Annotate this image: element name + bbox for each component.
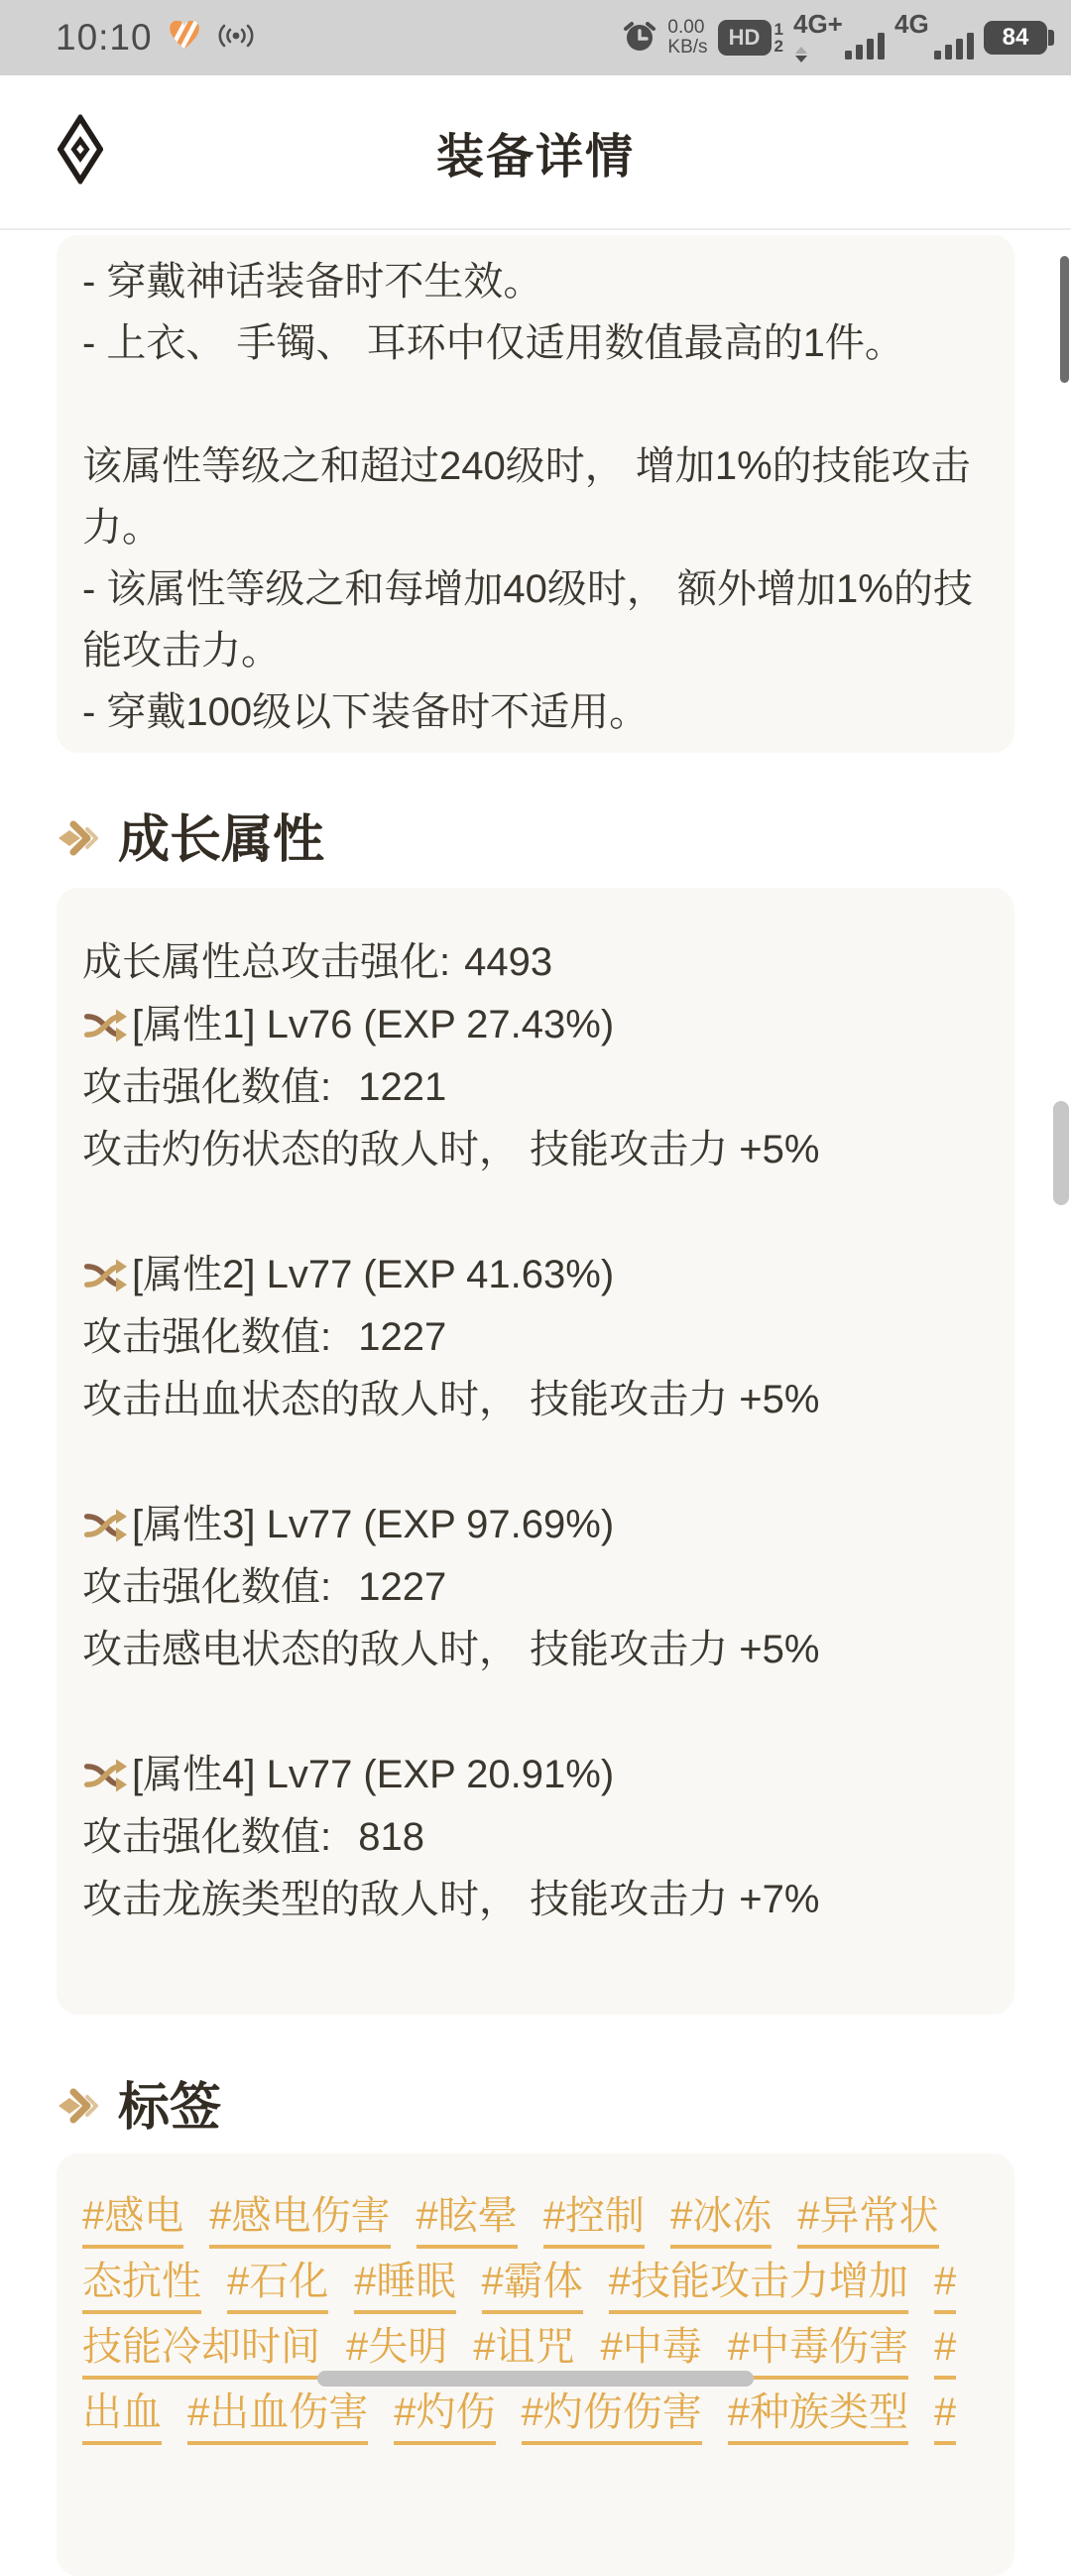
hd-volte-icon: HD 1 2 [718,20,783,56]
signal-bars-icon [934,32,974,64]
network-type-label: 4G [894,9,929,39]
striped-heart-icon [169,21,200,56]
tag-link[interactable]: #眩晕 [416,2195,518,2249]
attribute-header [82,1494,991,1556]
tag-link[interactable]: #冰冻 [670,2195,772,2249]
section-title: 成长属性 [118,811,325,869]
tag-link[interactable]: #石化 [227,2261,328,2314]
battery-percent: 84 [1002,24,1029,51]
tag-link[interactable]: #种族类型 [728,2392,908,2445]
growth-total-line [82,931,991,994]
attribute-header [82,1244,991,1306]
attribute-block [82,1494,991,1681]
network-type-label: 4G+ [793,9,843,39]
signal-secondary [894,9,974,66]
notice-line [82,374,991,435]
sim1-label: 1 [774,20,783,39]
equipment-notice-card [57,235,1014,753]
attribute-header [82,1744,991,1806]
hotspot-icon [216,22,256,55]
notice-line: - 上衣、 手镯、 耳环中仅适用数值最高的1件。 [82,321,904,365]
shuffle-arrows-icon [82,1254,128,1297]
tag-link[interactable]: #中毒 [601,2326,702,2380]
growth-total-value: 4493 [464,940,553,984]
tag-line [82,2392,991,2445]
status-bar-right [622,9,1055,66]
attribute-title: [属性2] Lv77 (EXP 41.63%) [132,1253,615,1296]
app-logo-diamond-icon[interactable] [58,115,103,189]
tag-line [82,2195,991,2249]
network-speed-unit: KB/s [667,37,708,58]
tag-link[interactable]: #失明 [346,2326,447,2380]
network-speed-value: 0.00 [667,17,705,38]
tags-card [57,2153,1014,2576]
tag-link[interactable]: #异常状 [797,2195,938,2249]
status-bar [0,0,1071,75]
alarm-clock-icon [622,18,657,59]
attribute-value-line [82,1806,991,1869]
tag-link[interactable]: # [934,2392,956,2445]
growth-section-heading [57,810,1014,870]
attribute-title: [属性4] Lv77 (EXP 20.91%) [132,1753,615,1796]
notice-line: - 穿戴神话装备时不生效。 [82,260,543,304]
tag-link[interactable]: #灼伤伤害 [522,2392,702,2445]
section-title: 标签 [118,2079,222,2137]
tag-link[interactable]: #感电伤害 [209,2195,390,2249]
shuffle-arrows-icon [82,1504,128,1547]
attribute-value-label: 攻击强化数值: [82,1565,332,1609]
growth-total-label: 成长属性总攻击强化: [82,940,451,984]
attribute-title: [属性3] Lv77 (EXP 97.69%) [132,1503,615,1546]
growth-attributes-card [57,888,1014,2015]
attribute-effect: 攻击感电状态的敌人时， 技能攻击力 +5% [82,1628,820,1671]
tag-link[interactable]: 态抗性 [82,2261,201,2314]
attribute-value-line [82,1306,991,1369]
tag-link[interactable]: #霸体 [482,2261,583,2314]
tag-link[interactable]: #出血伤害 [187,2392,368,2445]
page-content [0,235,1071,2576]
attribute-value-label: 攻击强化数值: [82,1815,332,1859]
clock-time: 10:10 [56,17,153,58]
tag-link[interactable]: #中毒伤害 [728,2326,908,2380]
shuffle-arrows-icon [82,1754,128,1797]
attribute-block [82,994,991,1181]
page-title: 装备详情 [435,130,635,184]
tag-link[interactable]: # [934,2326,956,2380]
tag-link[interactable]: #灼伤 [394,2392,495,2445]
tags-section-heading [57,2078,1014,2138]
attribute-list [82,994,991,1931]
attribute-block [82,1244,991,1431]
tag-link[interactable]: #技能攻击力增加 [609,2261,908,2314]
attribute-value: 818 [358,1815,424,1859]
network-speed [667,18,707,58]
attribute-effect: 攻击出血状态的敌人时， 技能攻击力 +5% [82,1378,820,1421]
tag-link[interactable]: #感电 [82,2195,183,2249]
gold-arrow-icon [57,2085,102,2132]
tag-link[interactable]: #诅咒 [473,2326,574,2380]
status-bar-left [56,17,256,59]
attribute-value-label: 攻击强化数值: [82,1315,332,1359]
attribute-value-line [82,1556,991,1619]
attribute-value: 1227 [358,1315,447,1359]
notice-line: - 该属性等级之和每增加40级时， 额外增加1%的技能攻击力。 [82,567,973,673]
tag-link[interactable]: 技能冷却时间 [82,2326,320,2380]
gesture-navigation-bar[interactable] [317,2371,754,2387]
signal-bars-icon [845,32,885,64]
attribute-block [82,1744,991,1931]
attribute-title: [属性1] Lv76 (EXP 27.43%) [132,1003,615,1046]
tag-line [82,2261,991,2314]
attribute-header [82,994,991,1056]
updown-arrows-icon [795,47,807,62]
scrollbar-thumb[interactable] [1053,1101,1069,1205]
scrollbar-thumb-dark[interactable] [1060,256,1069,383]
tag-link[interactable]: #睡眠 [354,2261,455,2314]
attribute-effect: 攻击灼伤状态的敌人时， 技能攻击力 +5% [82,1128,820,1171]
notice-line: 该属性等级之和超过240级时， 增加1%的技能攻击力。 [82,444,971,550]
gold-arrow-icon [57,817,102,864]
attribute-value: 1221 [358,1065,447,1109]
tag-link[interactable]: # [934,2261,956,2314]
tag-link[interactable]: #控制 [543,2195,645,2249]
shuffle-arrows-icon [82,1004,128,1047]
app-header [0,75,1071,230]
sim2-label: 2 [774,37,783,56]
tag-link[interactable]: 出血 [82,2392,162,2445]
attribute-effect: 攻击龙族类型的敌人时， 技能攻击力 +7% [82,1878,820,1921]
attribute-value-label: 攻击强化数值: [82,1065,332,1109]
signal-primary [793,9,885,66]
notice-line: - 穿戴100级以下装备时不适用。 [82,690,650,734]
battery-icon [984,21,1047,55]
attribute-value-line [82,1056,991,1119]
attribute-value: 1227 [358,1565,447,1609]
